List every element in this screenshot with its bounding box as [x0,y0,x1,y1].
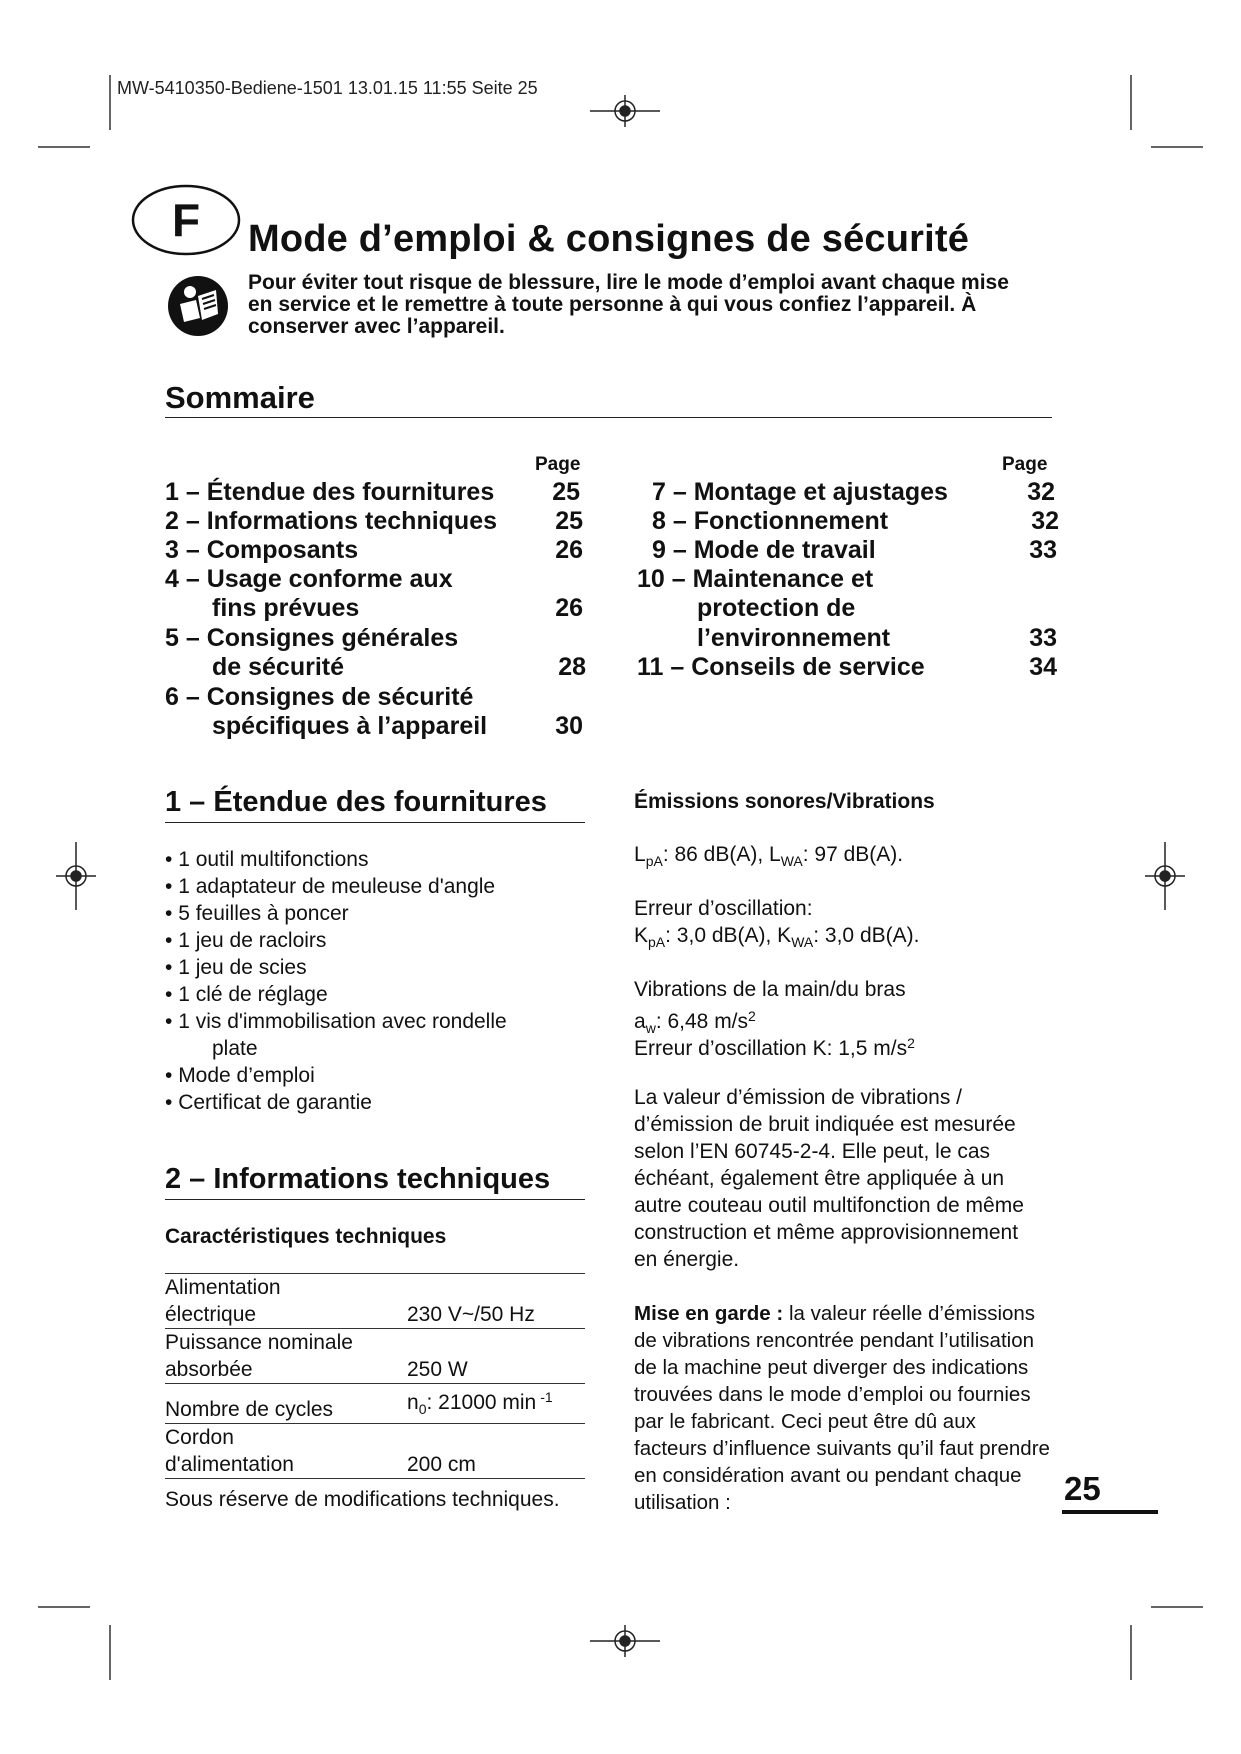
emissions-paragraph: La valeur d’émission de vibrations / d’émission de bruit indiquée est mesurée selon l’EN 60745-2-4. Elle peut, le cas échéant, également être appliquée à un autre couteau outil multifonction de même construction et même approvisionnement en énergie. [634,1086,1024,1271]
sound-error-label: Erreur d’oscillation: [634,897,813,920]
list-item: • 1 clé de réglage [165,983,328,1006]
toc-entry-7[interactable]: 7 – Montage et ajustages [652,478,948,506]
toc-entry-9[interactable]: 9 – Mode de travail [652,536,876,564]
table-row [165,1424,585,1479]
sound-levels: $L_{pA}$: 86 dB(A), $L_{WA}$: 97 dB(A). [634,843,904,869]
vibration-label: Vibrations de la main/du bras [634,978,906,1001]
page-title: Mode d’emploi & consignes de sécurité [248,218,970,260]
toc-page-9: 33 [1029,536,1057,564]
toc-page-6: 30 [555,712,583,740]
list-item: • 1 vis d'immobilisation avec rondelle [165,1010,507,1033]
toc-entry-11[interactable]: 11 – Conseils de service [637,653,925,681]
print-info: MW-5410350-Bediene-1501 13.01.15 11:55 Seite 25 [117,78,538,98]
specs-note: Sous réserve de modifications techniques. [165,1488,560,1511]
warning-paragraph: Mise en garde : la valeur réelle d’émissions de vibrations rencontrée pendant l’utilisation de la machine peut diverger des indications trouvées dans le mode d’emploi ou fournies par le fabricant. Ceci peut être dû aux facteurs d’influence suivants qu’il faut prendre en considération avant ou pendant chaque utilisation : [634,1302,1050,1514]
toc-entry-4[interactable]: 4 – Usage conforme aux [165,565,453,593]
toc-entry-1[interactable]: 1 – Étendue des fournitures [165,478,495,506]
toc-heading-rule [165,417,1052,418]
table-row [165,1274,585,1329]
toc-page-5: 28 [558,653,586,681]
registration-mark-top [590,95,660,127]
language-badge [130,182,242,258]
intro-warning: Pour éviter tout risque de blessure, lire le mode d’emploi avant chaque mise en service et le remettre à toute personne à qui vous confiez l’appareil. À conserver avec l’appareil. [248,271,1009,338]
list-item: • Certificat de garantie [165,1091,372,1114]
toc-entry-4-cont[interactable]: fins prévues [212,594,360,622]
section2-heading-rule [165,1199,585,1200]
language-badge-letter: F [171,194,201,246]
toc-page-1: 25 [552,478,580,506]
list-item: • 5 feuilles à poncer [165,902,349,925]
toc-heading: Sommaire [165,380,315,415]
toc-page-2: 25 [555,507,583,535]
toc-entry-6-cont[interactable]: spécifiques à l’appareil [212,712,488,740]
section2-heading: 2 – Informations techniques [165,1163,551,1195]
section1-heading-rule [165,822,585,823]
toc-entry-8[interactable]: 8 – Fonctionnement [652,507,889,535]
toc-entry-10[interactable]: 10 – Maintenance et [637,565,874,593]
list-item: • 1 jeu de scies [165,956,307,979]
list-item: • 1 adaptateur de meuleuse d'angle [165,875,496,898]
vibration-error: Erreur d’oscillation K: 1,5 $m/s^2$ [634,1035,915,1060]
spec-value: 250 W [407,1358,468,1381]
spec-label: Cordon d'alimentation [165,1426,294,1476]
specs-subheading: Caractéristiques techniques [165,1225,447,1248]
toc-page-3: 26 [555,536,583,564]
list-item-cont: plate [212,1037,258,1060]
toc-page-label-right: Page [1002,454,1048,475]
read-manual-icon [166,274,230,338]
toc-page-10: 33 [1029,624,1057,652]
toc-entry-2[interactable]: 2 – Informations techniques [165,507,498,535]
spec-label: Nombre de cycles [165,1398,334,1421]
specs-table [165,1273,585,1479]
spec-value: 230 V~/50 Hz [407,1303,535,1326]
registration-mark-right [1145,842,1185,910]
registration-mark-left [56,842,96,910]
spec-label: Alimentation électrique [165,1276,281,1326]
registration-mark-bottom [590,1625,660,1657]
toc-entry-10-cont-2[interactable]: l’environnement [697,624,891,652]
toc-page-8: 32 [1031,507,1059,535]
toc-page-4: 26 [555,594,583,622]
toc-page-7: 32 [1027,478,1055,506]
toc-page-11: 34 [1029,653,1057,681]
vibration-value: $a_w$: 6,48 $m/s^2$ [634,1008,756,1036]
spec-value: 200 cm [407,1453,476,1476]
table-row [165,1384,585,1424]
spec-label: Puissance nominale absorbée [165,1331,353,1381]
toc-entry-5[interactable]: 5 – Consignes générales [165,624,459,652]
toc-entry-10-cont-1[interactable]: protection de [697,594,856,622]
list-item: • Mode d’emploi [165,1064,315,1087]
section1-heading: 1 – Étendue des fournitures [165,786,547,818]
page-number-rule [1062,1510,1158,1514]
emissions-heading: Émissions sonores/Vibrations [634,790,935,813]
spec-value: $n_0$: 21000 min $^{-1}$ [407,1389,553,1417]
table-row [165,1329,585,1384]
list-item: • 1 outil multifonctions [165,848,369,871]
list-item: • 1 jeu de racloirs [165,929,327,952]
toc-entry-6[interactable]: 6 – Consignes de sécurité [165,683,474,711]
toc-page-label-left: Page [535,454,581,475]
toc-entry-5-cont[interactable]: de sécurité [212,653,345,681]
toc-entry-3[interactable]: 3 – Composants [165,536,359,564]
page-number: 25 [1064,1470,1101,1507]
sound-error-values: $K_{pA}$: 3,0 dB(A), $K_{WA}$: 3,0 dB(A). [634,924,920,950]
